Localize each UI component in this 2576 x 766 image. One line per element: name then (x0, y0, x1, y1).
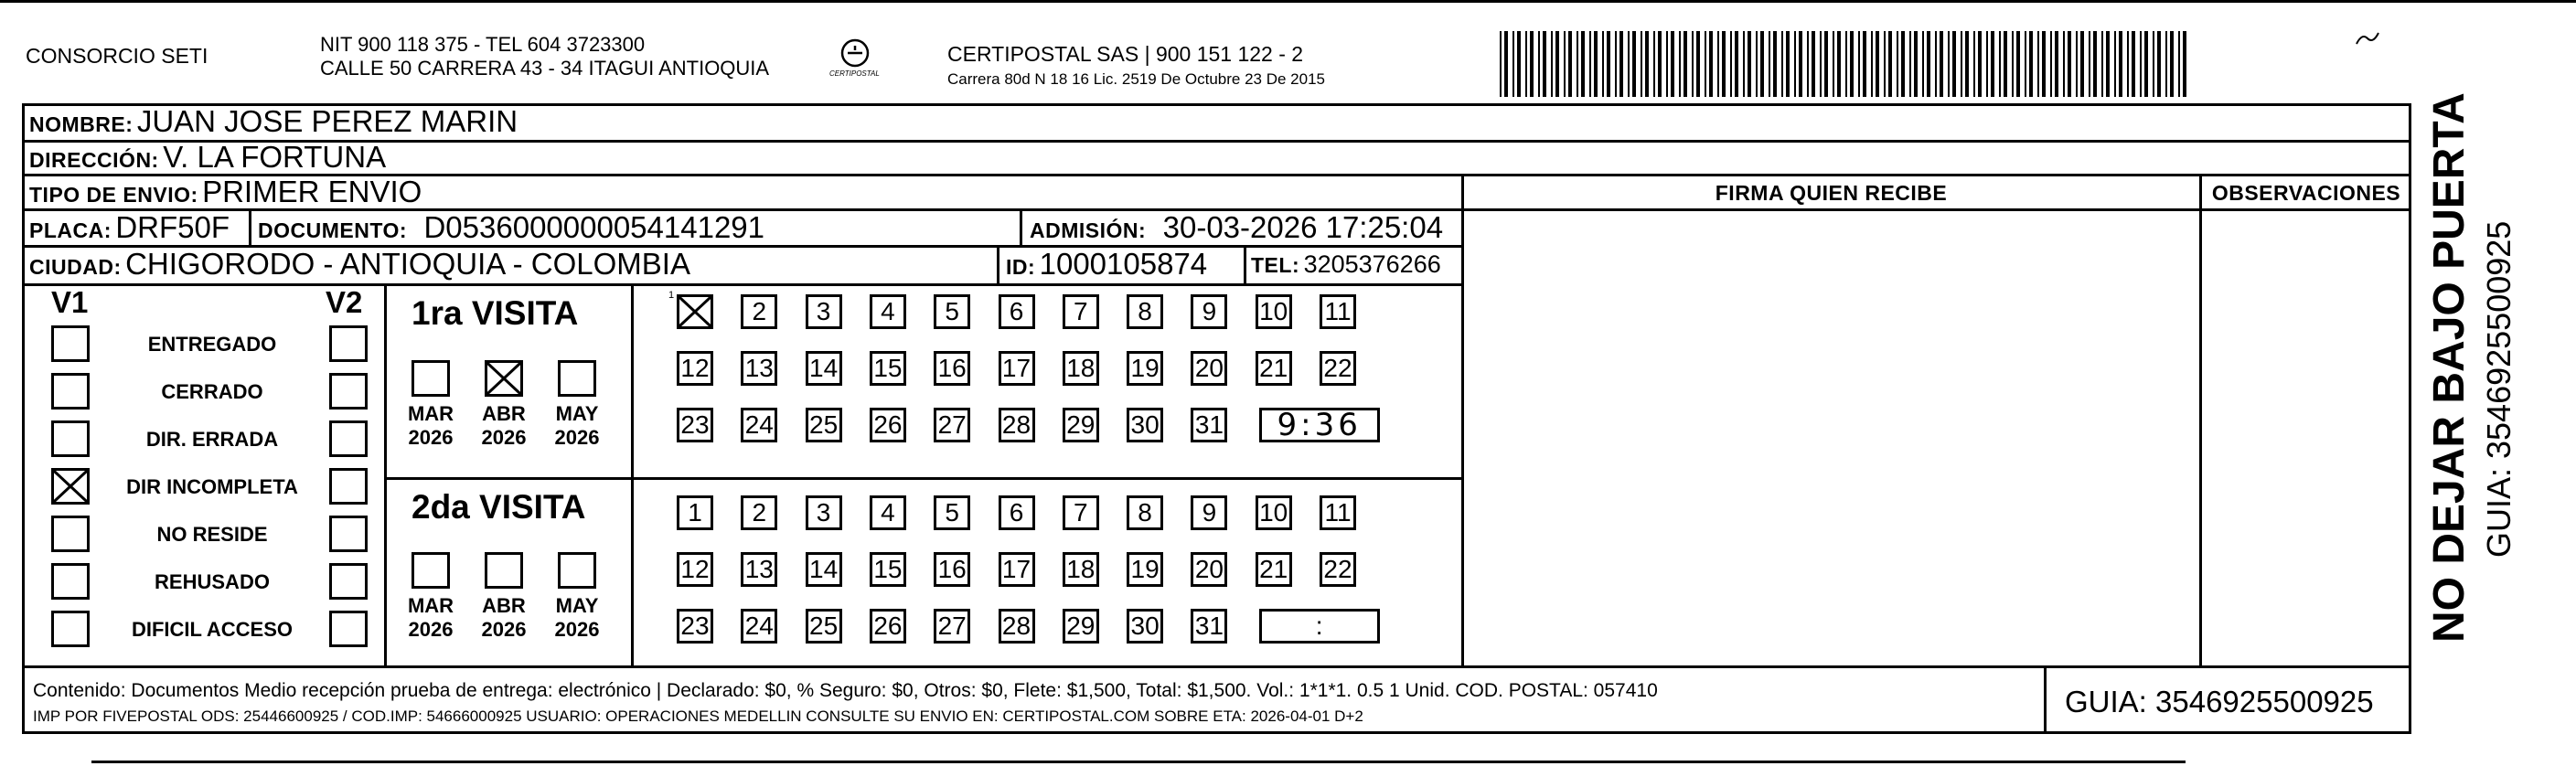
barcode-bar (1863, 31, 1866, 97)
day-checkbox[interactable]: 22 (1320, 351, 1356, 386)
barcode-bar (2068, 31, 2071, 97)
id-row (1006, 247, 1207, 282)
day-checkbox[interactable]: 24 (741, 609, 777, 644)
barcode-bar (1888, 31, 1892, 97)
barcode-bar (2127, 31, 2129, 97)
v2-checkbox[interactable] (329, 468, 368, 505)
barcode-bar (1748, 31, 1751, 97)
col-line-firma (1461, 174, 1464, 667)
carrier-line2: Carrera 80d N 18 16 Lic. 2519 De Octubre 23 De 2015 (947, 70, 1325, 88)
ciudad-value: CHIGORODO - ANTIOQUIA - COLOMBIA (125, 247, 690, 281)
certipostal-logo (828, 35, 882, 86)
barcode-bar (2140, 31, 2142, 97)
barcode-bar (1709, 31, 1713, 97)
month-checkbox[interactable] (558, 552, 596, 589)
barcode-bar (1781, 31, 1783, 97)
barcode-bar (1773, 31, 1777, 97)
barcode-bar (1589, 31, 1591, 97)
firma-label: FIRMA QUIEN RECIBE (1715, 181, 1948, 205)
barcode-bar (2170, 31, 2174, 97)
status-label: ENTREGADO (147, 333, 277, 356)
barcode-bar (1884, 31, 1886, 97)
barcode-bar (1594, 31, 1598, 97)
day-checkbox[interactable]: 23 (677, 609, 713, 644)
month-checkbox[interactable] (485, 552, 523, 589)
id-value: 1000105874 (1039, 247, 1208, 281)
direccion-value: V. LA FORTUNA (163, 140, 387, 174)
status-label: DIR INCOMPLETA (126, 475, 298, 498)
barcode-bar (1786, 31, 1790, 97)
day-checkbox[interactable]: 12 (677, 552, 713, 587)
admision-label: ADMISIÓN: (1030, 218, 1147, 242)
bottom-rule (91, 761, 2186, 763)
v2-checkbox[interactable] (329, 516, 368, 552)
day-checkbox[interactable]: 14 (806, 351, 842, 386)
barcode-bar (1641, 31, 1642, 97)
day-checkbox[interactable]: 10 (1256, 495, 1292, 530)
tipo-value: PRIMER ENVIO (202, 175, 422, 208)
barcode-bar (1628, 31, 1630, 97)
barcode-bar (1517, 31, 1521, 97)
direccion-label: DIRECCIÓN: (29, 148, 159, 172)
barcode-bar (2076, 31, 2078, 97)
barcode-bar (2055, 31, 2058, 97)
barcode-bar (2063, 31, 2065, 97)
nombre-row (29, 104, 518, 139)
day-checkbox[interactable]: 28 (999, 609, 1035, 644)
barcode-bar (1799, 31, 1802, 97)
day-checkbox[interactable]: 21 (1256, 552, 1292, 587)
day-checkbox[interactable]: 15 (870, 351, 906, 386)
barcode-bar (1833, 31, 1834, 97)
v1-checkbox[interactable] (51, 563, 90, 600)
v2-checkbox[interactable] (329, 325, 368, 362)
barcode-bar (1632, 31, 1636, 97)
day-checkbox[interactable]: 26 (870, 609, 906, 644)
tel-label: TEL: (1251, 253, 1300, 277)
barcode-bar (1978, 31, 1982, 97)
barcode-bar (1948, 31, 1950, 97)
month-year: 2026 (554, 426, 600, 449)
month-label (545, 402, 609, 450)
barcode-bar (1914, 31, 1918, 97)
day-checkbox[interactable]: 24 (741, 408, 777, 442)
barcode-bar (1645, 31, 1649, 97)
observaciones-label: OBSERVACIONES (2211, 181, 2401, 205)
month-year: 2026 (481, 426, 527, 449)
barcode-bar (1705, 31, 1706, 97)
tel-row (1251, 250, 1441, 279)
col-line-tel (1244, 245, 1246, 283)
month-label (472, 594, 536, 642)
barcode-bar (1530, 31, 1534, 97)
col-line-visit (631, 283, 634, 667)
day-checkbox[interactable]: 20 (1191, 552, 1227, 587)
barcode-bar (1577, 31, 1578, 97)
day-checkbox[interactable]: 4 (870, 294, 906, 329)
visit-divider (384, 477, 1463, 480)
barcode-bar (1653, 31, 1655, 97)
barcode-bar (1551, 31, 1553, 97)
barcode-bar (1581, 31, 1585, 97)
barcode-bar (1986, 31, 1988, 97)
logo-text: CERTIPOSTAL (829, 69, 880, 78)
documento-row (258, 210, 764, 245)
day-checkbox[interactable]: 21 (1256, 351, 1292, 386)
day-checkbox[interactable]: 20 (1191, 351, 1227, 386)
barcode-bar (1965, 31, 1969, 97)
day-checkbox[interactable]: 8 (1127, 495, 1163, 530)
barcode-bar (1897, 31, 1898, 97)
day-checkbox[interactable]: 29 (1063, 408, 1099, 442)
barcode-bar (1512, 31, 1514, 97)
admision-value: 30-03-2026 17:25:04 (1162, 210, 1444, 244)
placa-value: DRF50F (115, 210, 230, 244)
address-line: CALLE 50 CARRERA 43 - 34 ITAGUI ANTIOQUIA (320, 57, 770, 80)
barcode-bar (1717, 31, 1719, 97)
barcode-bar (1807, 31, 1809, 97)
month-checkbox[interactable] (412, 552, 450, 589)
v1-checkbox[interactable] (51, 468, 90, 505)
col-line-footer (2044, 665, 2047, 734)
day-checkbox[interactable]: 18 (1063, 351, 1099, 386)
day-checkbox[interactable]: 3 (806, 495, 842, 530)
barcode-bar (1615, 31, 1617, 97)
visit-time-field[interactable]: : (1259, 609, 1380, 644)
status-label: CERRADO (161, 380, 263, 403)
barcode-bar (1845, 31, 1847, 97)
barcode-bar (1999, 31, 2001, 97)
day-checkbox[interactable]: 17 (999, 351, 1035, 386)
day-checkbox[interactable]: 15 (870, 552, 906, 587)
tel-value: 3205376266 (1303, 250, 1441, 278)
day-checkbox[interactable]: 12 (677, 351, 713, 386)
month-name: MAR (407, 594, 454, 617)
v1-checkbox[interactable] (51, 325, 90, 362)
day-checkbox[interactable]: 18 (1063, 552, 1099, 587)
barcode-bar (1837, 31, 1841, 97)
day-checkbox[interactable]: 22 (1320, 552, 1356, 587)
barcode-bar (2093, 31, 2097, 97)
nombre-label: NOMBRE: (29, 112, 134, 136)
month-year: 2026 (554, 618, 600, 641)
barcode-bar (1871, 31, 1873, 97)
day-checkbox[interactable]: 19 (1127, 351, 1163, 386)
day-checkbox[interactable]: 16 (934, 552, 970, 587)
v1-checkbox[interactable] (51, 516, 90, 552)
barcode-bar (1568, 31, 1572, 97)
barcode-bar (1602, 31, 1604, 97)
day-checkbox[interactable]: 2 (741, 495, 777, 530)
col-line-status (384, 283, 387, 667)
barcode-bar (1901, 31, 1905, 97)
barcode-bar (2114, 31, 2116, 97)
footer-line2: IMP POR FIVEPOSTAL ODS: 25446600925 / COD.IMP: 54666000925 USUARIO: OPERACIONES MEDELLIN CONSULTE SU ENVIO EN: CERTIPOSTAL.COM SOBRE ETA: 2026-04-01 D+2 (33, 707, 1363, 725)
barcode-bar (2025, 31, 2026, 97)
day-checkbox[interactable]: 23 (677, 408, 713, 442)
day-checkbox[interactable]: 10 (1256, 294, 1292, 329)
v1-label: V1 (51, 285, 89, 319)
day-checkbox[interactable]: 31 (1191, 609, 1227, 644)
barcode-bar (2153, 31, 2154, 97)
barcode-bar (1973, 31, 1975, 97)
barcode-bar (1927, 31, 1930, 97)
documento-label: DOCUMENTO: (258, 218, 408, 242)
barcode (1500, 31, 2195, 97)
barcode-bar (1607, 31, 1610, 97)
barcode-bar (1504, 31, 1508, 97)
barcode-bar (1666, 31, 1668, 97)
barcode-bar (1850, 31, 1854, 97)
day-checkbox[interactable]: 27 (934, 609, 970, 644)
placa-label: PLACA: (29, 218, 112, 242)
month-name: ABR (482, 402, 526, 425)
month-name: MAR (407, 402, 454, 425)
day-checkbox[interactable]: 9 (1191, 495, 1227, 530)
id-label: ID: (1006, 255, 1036, 279)
admision-row (1030, 210, 1443, 245)
month-year: 2026 (481, 618, 527, 641)
direccion-row (29, 140, 386, 175)
day-checkbox[interactable]: 26 (870, 408, 906, 442)
day-checkbox[interactable]: 19 (1127, 552, 1163, 587)
top-rule (0, 0, 2576, 3)
barcode-bar (1756, 31, 1758, 97)
barcode-bar (1760, 31, 1764, 97)
status-label: NO RESIDE (156, 523, 268, 546)
day-checkbox[interactable]: 11 (1320, 294, 1356, 329)
barcode-bar (1812, 31, 1815, 97)
month-name: MAY (555, 402, 599, 425)
day-checkbox[interactable]: 31 (1191, 408, 1227, 442)
day-checkbox[interactable]: 11 (1320, 495, 1356, 530)
day-checkbox[interactable] (668, 290, 713, 329)
carrier-line1: CERTIPOSTAL SAS | 900 151 122 - 2 (947, 42, 1304, 66)
barcode-bar (1692, 31, 1694, 97)
month-year: 2026 (408, 426, 454, 449)
side-guia: GUIA: 3546925500925 (2480, 220, 2517, 558)
status-label: REHUSADO (155, 570, 270, 593)
placa-row (29, 210, 230, 245)
col-line-obs (2199, 174, 2202, 667)
v2-checkbox[interactable] (329, 611, 368, 647)
day-checkbox[interactable]: 8 (1127, 294, 1163, 329)
month-label (472, 402, 536, 450)
day-checkbox[interactable]: 5 (934, 495, 970, 530)
barcode-bar (2037, 31, 2039, 97)
barcode-bar (1824, 31, 1828, 97)
barcode-bar (2029, 31, 2033, 97)
visit1-title: 1ra VISITA (412, 294, 579, 332)
footer-guia: GUIA: 3546925500925 (2065, 685, 2374, 718)
tipo-label: TIPO DE ENVIO: (29, 183, 198, 207)
day-checkbox[interactable]: 7 (1063, 495, 1099, 530)
month-label (399, 402, 463, 450)
day-checkbox[interactable]: 4 (870, 495, 906, 530)
barcode-bar (1696, 31, 1700, 97)
barcode-bar (2080, 31, 2084, 97)
month-label (399, 594, 463, 642)
day-checkbox[interactable]: 6 (999, 294, 1035, 329)
day-checkbox[interactable]: 1 (677, 495, 713, 530)
barcode-bar (1500, 31, 1502, 97)
col-line-admision (1020, 208, 1022, 247)
barcode-bar (1619, 31, 1623, 97)
logo-icon (828, 35, 882, 86)
barcode-bar (1991, 31, 1994, 97)
v1-checkbox[interactable] (51, 420, 90, 457)
col-line-id (997, 245, 999, 283)
day-checkbox[interactable]: 16 (934, 351, 970, 386)
month-name: ABR (482, 594, 526, 617)
barcode-bar (2050, 31, 2052, 97)
day-checkbox[interactable]: 3 (806, 294, 842, 329)
month-checkbox[interactable] (485, 360, 523, 397)
barcode-bar (2183, 31, 2186, 97)
barcode-bar (1543, 31, 1546, 97)
visit-time-field[interactable]: 9:36 (1259, 408, 1380, 442)
barcode-bar (1820, 31, 1822, 97)
v2-checkbox[interactable] (329, 420, 368, 457)
barcode-bar (1538, 31, 1540, 97)
barcode-bar (1769, 31, 1770, 97)
day-checkbox[interactable]: 9 (1191, 294, 1227, 329)
day-checkbox[interactable]: 14 (806, 552, 842, 587)
status-label: DIR. ERRADA (145, 428, 279, 451)
day-checkbox[interactable]: 13 (741, 351, 777, 386)
row-line (22, 283, 1462, 286)
barcode-bar (2089, 31, 2090, 97)
barcode-bar (2132, 31, 2135, 97)
barcode-bar (1909, 31, 1911, 97)
barcode-bar (2042, 31, 2046, 97)
month-checkbox[interactable] (558, 360, 596, 397)
barcode-bar (2157, 31, 2161, 97)
barcode-bar (1555, 31, 1559, 97)
v1-checkbox[interactable] (51, 611, 90, 647)
barcode-bar (2144, 31, 2148, 97)
barcode-bar (1935, 31, 1937, 97)
barcode-bar (2165, 31, 2167, 97)
month-label (545, 594, 609, 642)
month-name: MAY (555, 594, 599, 617)
ciudad-row (29, 247, 690, 282)
barcode-bar (1722, 31, 1726, 97)
barcode-bar (1940, 31, 1943, 97)
day-checkbox[interactable]: 2 (741, 294, 777, 329)
barcode-bar (2012, 31, 2014, 97)
day-checkbox[interactable]: 30 (1127, 408, 1163, 442)
barcode-bar (1858, 31, 1860, 97)
day-checkbox[interactable]: 30 (1127, 609, 1163, 644)
barcode-bar (1922, 31, 1924, 97)
barcode-bar (1525, 31, 1527, 97)
row-line (22, 665, 2411, 668)
barcode-bar (1730, 31, 1732, 97)
nombre-value: JUAN JOSE PEREZ MARIN (136, 104, 518, 138)
v2-label: V2 (326, 285, 363, 319)
barcode-bar (1679, 31, 1681, 97)
barcode-bar (2004, 31, 2007, 97)
day-checkbox[interactable]: 7 (1063, 294, 1099, 329)
day-checkbox[interactable]: 29 (1063, 609, 1099, 644)
day-checkbox[interactable]: 25 (806, 609, 842, 644)
day-checkbox[interactable]: 25 (806, 408, 842, 442)
v1-checkbox[interactable] (51, 373, 90, 410)
barcode-bar (1876, 31, 1879, 97)
ciudad-label: CIUDAD: (29, 255, 122, 279)
side-warning: NO DEJAR BAJO PUERTA (2425, 92, 2474, 643)
day-number: 1 (668, 290, 675, 301)
footer-line1: Contenido: Documentos Medio recepción prueba de entrega: electrónico | Declarado: $0, % Seguro: $0, Otros: $0, Flete: $1,500, Total: $1,500. Vol.: 1*1*1. 0.5 1 Unid. COD. POSTAL: 057410 (33, 680, 1658, 701)
month-year: 2026 (408, 618, 454, 641)
barcode-bar (1743, 31, 1745, 97)
barcode-bar (2178, 31, 2180, 97)
barcode-bar (1671, 31, 1674, 97)
pen-mark-icon (2355, 29, 2380, 48)
v2-checkbox[interactable] (329, 563, 368, 600)
barcode-bar (1564, 31, 1566, 97)
day-checkbox[interactable]: 6 (999, 495, 1035, 530)
documento-value: D0536000000054141291 (423, 210, 765, 244)
barcode-bar (1683, 31, 1687, 97)
day-checkbox[interactable]: 17 (999, 552, 1035, 587)
visit2-title: 2da VISITA (412, 488, 586, 526)
barcode-bar (1658, 31, 1662, 97)
barcode-bar (1952, 31, 1956, 97)
status-label: DIFICIL ACCESO (131, 618, 293, 641)
barcode-bar (2016, 31, 2020, 97)
day-checkbox[interactable]: 28 (999, 408, 1035, 442)
barcode-bar (2101, 31, 2103, 97)
barcode-bar (1794, 31, 1796, 97)
col-line-doc (249, 208, 251, 247)
month-checkbox[interactable] (412, 360, 450, 397)
barcode-bar (2119, 31, 2122, 97)
day-checkbox[interactable]: 13 (741, 552, 777, 587)
day-checkbox[interactable]: 5 (934, 294, 970, 329)
v2-checkbox[interactable] (329, 373, 368, 410)
company-name: CONSORCIO SETI (26, 44, 208, 68)
barcode-bar (1961, 31, 1962, 97)
barcode-bar (1735, 31, 1738, 97)
tipo-row (29, 175, 422, 209)
nit-line: NIT 900 118 375 - TEL 604 3723300 (320, 33, 646, 56)
barcode-bar (2106, 31, 2110, 97)
day-checkbox[interactable]: 27 (934, 408, 970, 442)
